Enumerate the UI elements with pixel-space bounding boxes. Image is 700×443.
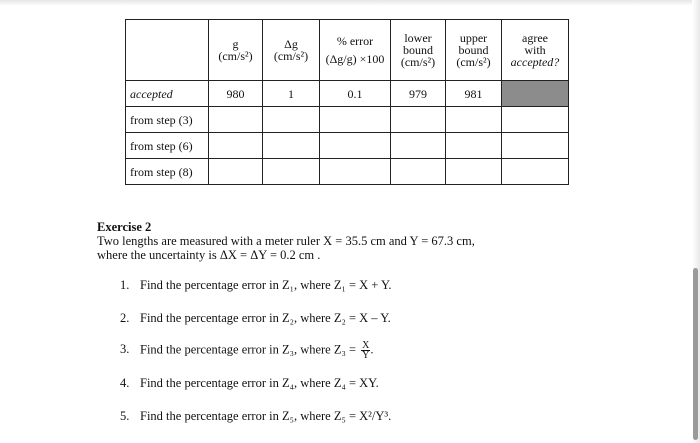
cell-upper-bound[interactable] (446, 133, 502, 159)
task-text: Find the percentage error in Z₂, where Z₂ = X – Y. (140, 311, 391, 325)
page-top-edge (0, 0, 700, 6)
cell-lower-bound[interactable] (391, 133, 446, 159)
cell-upper-bound: 981 (446, 81, 502, 107)
task-text: Find the percentage error in Z₅, where Z₅ = X²/Y³. (140, 409, 392, 423)
vertical-scrollbar[interactable] (693, 268, 698, 440)
cell-delta-g: 1 (263, 81, 320, 107)
row-label: accepted (126, 81, 209, 107)
row-label: from step (3) (126, 107, 209, 133)
list-item (120, 278, 392, 293)
cell-delta-g[interactable] (263, 133, 320, 159)
cell-g[interactable] (209, 107, 263, 133)
cell-percent-error[interactable] (320, 133, 391, 159)
exercise-statement-line-2: where the uncertainty is ΔX = ΔY = 0.2 cm . (97, 248, 321, 262)
header-cell-delta-g: Δg (cm/s²) (263, 20, 320, 81)
cell-agree-shaded (502, 81, 569, 107)
cell-g[interactable] (209, 133, 263, 159)
table-row (126, 133, 569, 159)
header-cell-blank (126, 20, 209, 81)
task-number: 5. (120, 409, 130, 423)
list-item: 3. Find the percentage error in Z₃, where Z₃ = $\frac{X}{Y}$ . (120, 340, 374, 361)
cell-agree[interactable] (502, 107, 569, 133)
cell-upper-bound[interactable] (446, 159, 502, 185)
list-item (120, 376, 379, 391)
header-cell-agree: agree with accepted? (502, 20, 569, 81)
cell-upper-bound[interactable] (446, 107, 502, 133)
task-text: Find the percentage error in Z₁, where Z₁ = X + Y. (140, 278, 392, 292)
cell-lower-bound[interactable] (391, 159, 446, 185)
fraction-x-over-y: $\frac{X}{Y}$ (362, 340, 370, 361)
task-text: Find the percentage error in Z₄, where Z₄ = XY. (140, 376, 379, 390)
cell-agree[interactable] (502, 159, 569, 185)
exercise-statement-line-1: Two lengths are measured with a meter ruler X = 35.5 cm and Y = 67.3 cm, (97, 234, 475, 248)
list-item (120, 409, 391, 424)
table-header-row (126, 20, 569, 81)
cell-lower-bound: 979 (391, 81, 446, 107)
cell-percent-error: 0.1 (320, 81, 391, 107)
table-row (126, 107, 569, 133)
header-cell-lower-bound: lower bound (cm/s²) (391, 20, 446, 81)
task-number: 2. (120, 311, 130, 325)
cell-g[interactable] (209, 159, 263, 185)
row-label: from step (8) (126, 159, 209, 185)
table-row (126, 159, 569, 185)
header-cell-upper-bound: upper bound (cm/s²) (446, 20, 502, 81)
cell-g: 980 (209, 81, 263, 107)
header-cell-g: g (cm/s²) (209, 20, 263, 81)
cell-delta-g[interactable] (263, 159, 320, 185)
cell-agree[interactable] (502, 133, 569, 159)
measurement-table (125, 19, 569, 185)
cell-delta-g[interactable] (263, 107, 320, 133)
exercise-block (97, 220, 657, 262)
table-row (126, 81, 569, 107)
cell-percent-error[interactable] (320, 159, 391, 185)
task-text: Find the percentage error in Z₃, where Z₃ = (140, 342, 357, 357)
task-number: 3. (120, 342, 130, 357)
cell-percent-error[interactable] (320, 107, 391, 133)
exercise-title: Exercise 2 (97, 220, 152, 234)
header-cell-percent-error: % error (Δg/g) ×100 (320, 20, 391, 81)
task-number: 4. (120, 376, 130, 390)
row-label: from step (6) (126, 133, 209, 159)
list-item (120, 311, 391, 326)
cell-lower-bound[interactable] (391, 107, 446, 133)
task-number: 1. (120, 278, 130, 292)
